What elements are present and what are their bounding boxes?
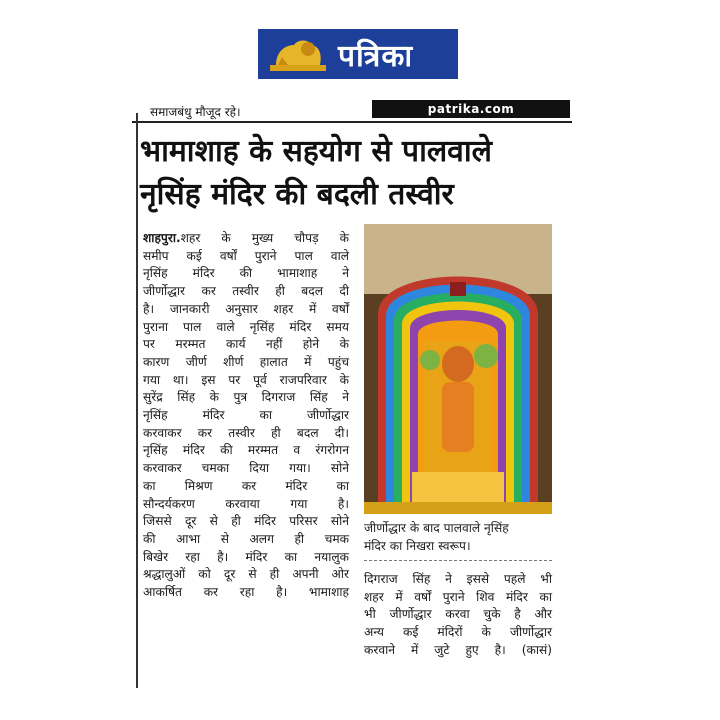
article-column-2 <box>364 571 552 660</box>
article-line: कारण जीर्ण शीर्ण हालात में पहुंच <box>143 354 349 369</box>
article-line-text: शहर के मुख्य चौपड़ के <box>180 231 349 245</box>
dateline: शाहपुरा. <box>143 231 181 245</box>
temple-idol-icon <box>364 224 552 514</box>
temple-photo <box>364 224 552 514</box>
article-line: पुराना पाल वाले नृसिंह मंदिर समय <box>143 319 349 334</box>
article-line: नृसिंह मंदिर की मरम्मत व रंगरोगन <box>143 443 349 458</box>
article-line: सौन्दर्यकरण करवाया गया है। <box>143 496 349 511</box>
article-line: की आभा से अलग ही चमक <box>143 531 349 546</box>
headline-line-1: भामाशाह के सहयोग से पालवाले <box>140 134 492 169</box>
article-line: नृसिंह मंदिर का जीर्णोद्धार <box>143 408 349 423</box>
article-line: शहर में वर्षों पुराने शिव मंदिर का <box>364 589 552 604</box>
photo-caption <box>364 520 554 555</box>
article-line: दिगराज सिंह ने इससे पहले भी <box>364 572 552 586</box>
article-line: जीर्णोद्धार कर तस्वीर ही बदल दी <box>143 284 349 299</box>
headline-line-2: नृसिंह मंदिर की बदली तस्वीर <box>140 177 454 212</box>
article-line: आकर्षित कर रहा है। भामाशाह <box>143 585 349 600</box>
caption-line: मंदिर का निखरा स्वरूप। <box>364 538 471 553</box>
column-rule <box>136 113 138 688</box>
lion-icon <box>268 35 328 73</box>
article-line: बिखेर रहा है। मंदिर का नयालुक <box>143 549 349 564</box>
article-line: जिससे दूर से ही मंदिर परिसर सोने <box>143 514 349 529</box>
article-line: श्रद्धालुओं को दूर से ही अपनी ओर <box>143 567 349 582</box>
top-rule <box>132 121 572 123</box>
article-line: नृसिंह मंदिर की भामाशाह ने <box>143 266 349 281</box>
article-line: भी जीर्णोद्धार करवा चुके है और <box>364 607 552 622</box>
article-line: का मिश्रण कर मंदिर का <box>143 478 349 493</box>
article-line: सुरेंद्र सिंह के पुत्र दिगराज सिंह ने <box>143 390 349 405</box>
article-line: करवाने में जुटे हुए है। (कासं) <box>364 642 552 657</box>
caption-line: जीर्णोद्धार के बाद पालवाले नृसिंह <box>364 521 509 535</box>
article-line: करवाकर चमका दिया गया। सोने <box>143 461 349 476</box>
article-line: गया था। इस पर पूर्व राजपरिवार के <box>143 372 349 387</box>
article-column-1 <box>143 230 349 602</box>
site-url: patrika.com <box>372 100 570 118</box>
article-line <box>143 230 349 248</box>
top-line: समाजबंधु मौजूद रहे। <box>150 105 241 119</box>
caption-divider <box>364 560 552 561</box>
masthead-brand: पत्रिका <box>338 38 414 74</box>
article-line: समीप कई वर्षों पुराने पाल वाले <box>143 248 349 263</box>
article-line: पर मरम्मत कार्य नहीं होने के <box>143 337 349 352</box>
article-line: है। जानकारी अनुसार शहर में वर्षों <box>143 301 349 316</box>
article-line: अन्य कई मंदिरों के जीर्णोद्धार <box>364 625 552 640</box>
article-line: करवाकर कर तस्वीर ही बदल दी। <box>143 425 349 440</box>
masthead <box>258 29 458 79</box>
